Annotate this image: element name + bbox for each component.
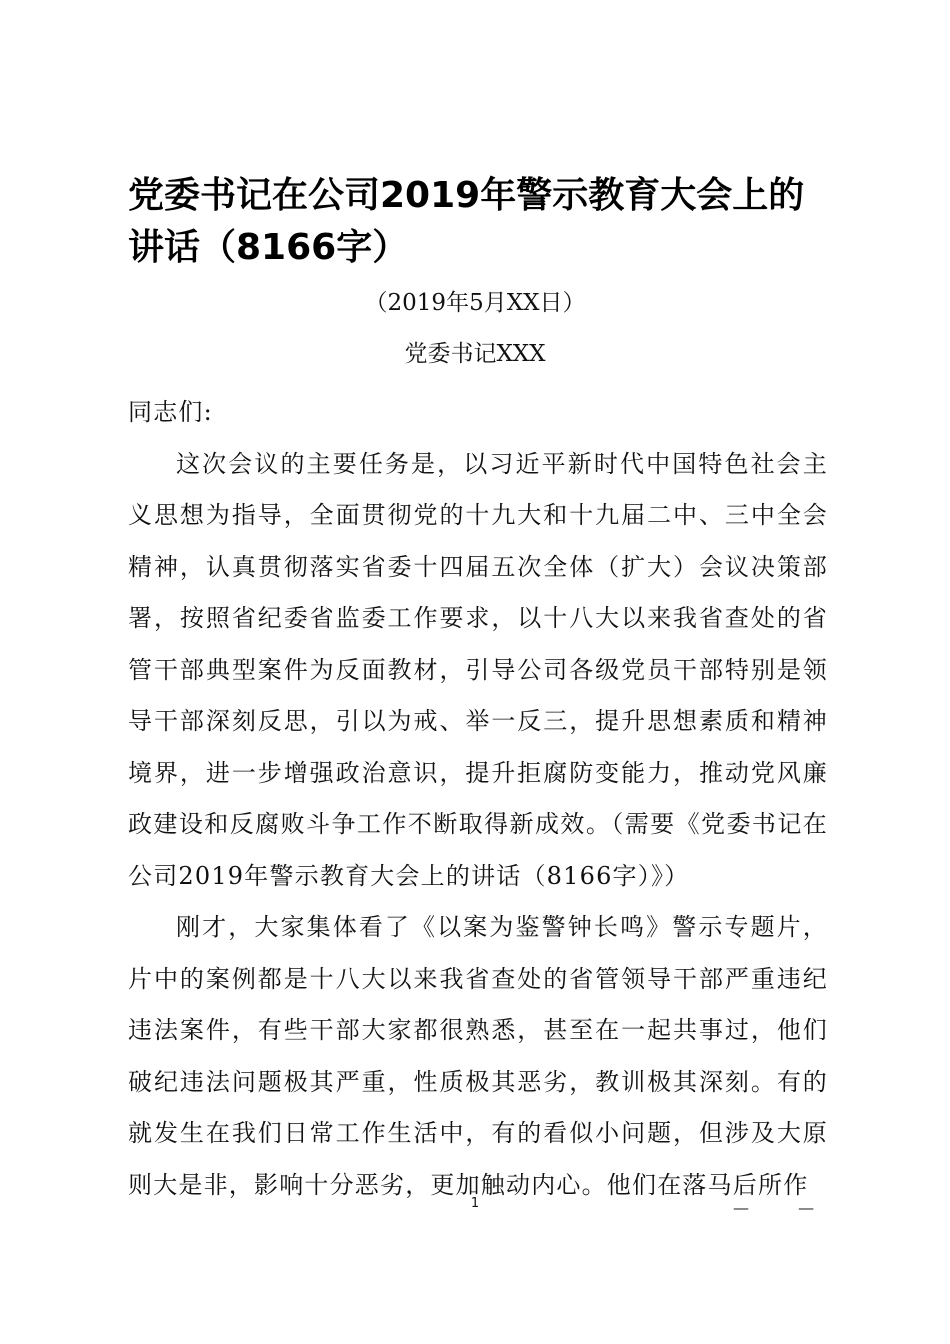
footer-dashes: — — — [733, 1198, 837, 1217]
page-number: 1 — [470, 1196, 480, 1211]
document-body — [128, 387, 828, 1211]
document-date: （2019年5月XX日） — [364, 290, 586, 316]
paragraph-1: 这次会议的主要任务是，以习近平新时代中国特色社会主义思想为指导，全面贯彻党的十九大和十九届二中、三中全会精神，认真贯彻落实省委十四届五次全体（扩大）会议决策部署，按照省纪委省监委工作要求，以十八大以来我省查处的省管干部典型案件为反面教材，引导公司各级党员干部特别是领导干部深刻反思，引以为戒、举一反三，提升思想素质和精神境界，进一步增强政治意识，提升拒腐防变能力，推动党风廉政建设和反腐败斗争工作不断取得新成效。（需要《党委书记在公司2019年警示教育大会上的讲话（8166字）》） — [128, 449, 828, 890]
document-author: 党委书记XXX — [404, 341, 546, 367]
salutation: 同志们: — [128, 398, 213, 426]
paragraph-2: 刚才，大家集体看了《以案为鉴警钟长鸣》警示专题片，片中的案例都是十八大以来我省查处的省管领导干部严重违纪违法案件，有些干部大家都很熟悉，甚至在一起共事过，他们破纪违法问题极其严重，性质极其恶劣，教训极其深刻。有的就发生在我们日常工作生活中，有的看似小问题，但涉及大原则大是非，影响十分恶劣，更加触动内心。他们在落马后所作 — [128, 913, 828, 1199]
document-title: 党委书记在公司2019年警示教育大会上的讲话（8166字） — [128, 175, 805, 268]
